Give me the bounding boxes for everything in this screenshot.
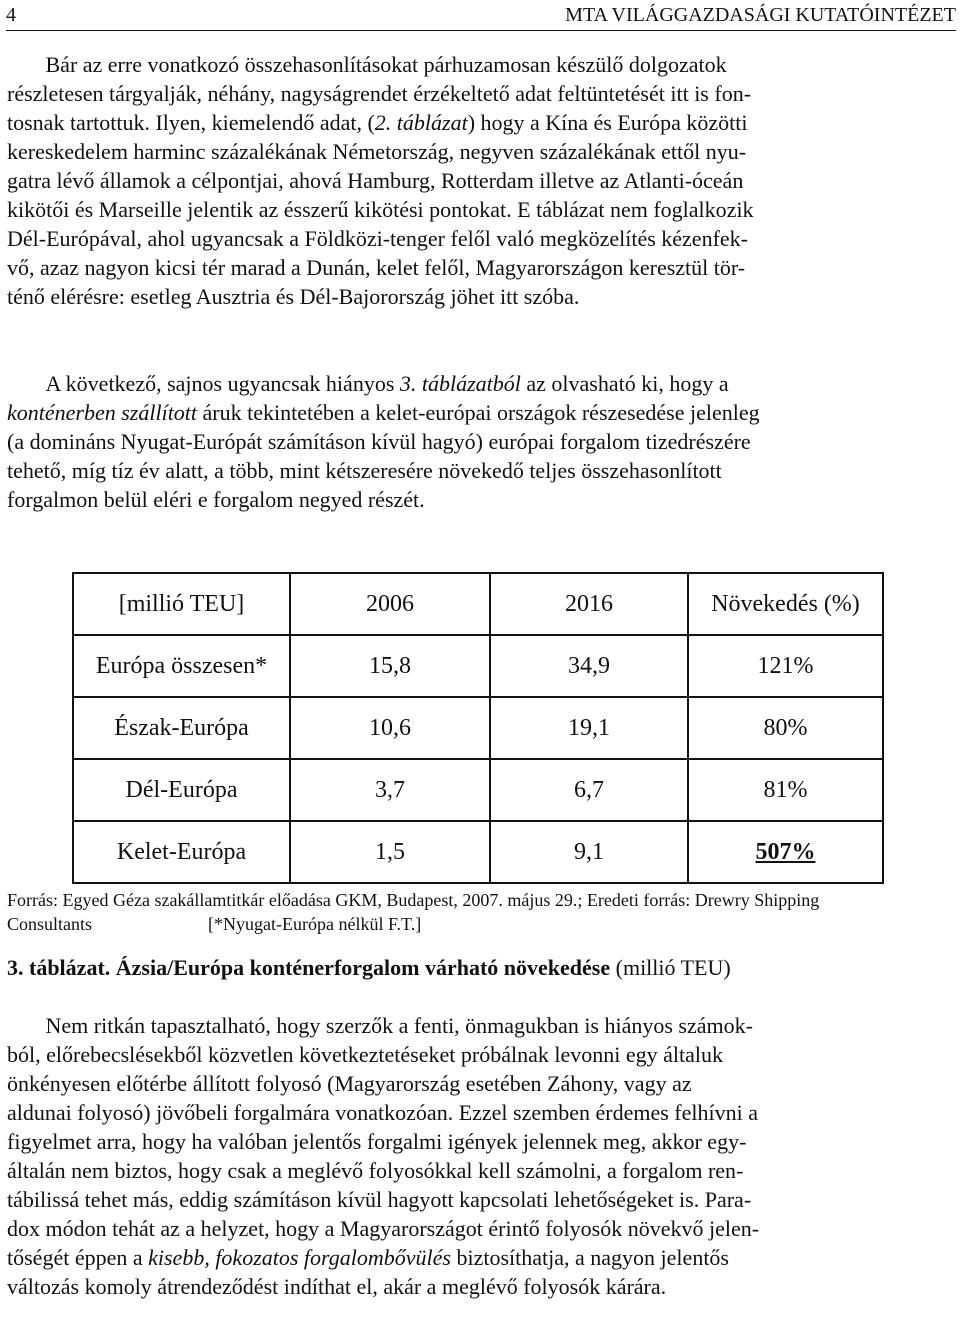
page-header bbox=[6, 0, 956, 31]
table-caption bbox=[7, 953, 957, 983]
text-line: (a domináns Nyugat-Európát számításon kívül hagyó) európai forgalom tizedrészére bbox=[7, 429, 751, 454]
text-line: tehető, míg tíz év alatt, a több, mint kétszeresére növekedő teljes összehasonlított bbox=[7, 458, 722, 483]
table-cell: 10,6 bbox=[290, 697, 490, 759]
institute-name: MTA VILÁGGAZDASÁGI KUTATÓINTÉZET bbox=[565, 4, 956, 26]
table-header-cell: Növekedés (%) bbox=[688, 573, 883, 635]
table-header-cell: 2006 bbox=[290, 573, 490, 635]
table-header-row bbox=[73, 573, 883, 635]
table-header-cell: [millió TEU] bbox=[73, 573, 290, 635]
text-line: dox módon tehát az a helyzet, hogy a Magyarországot érintő folyosók növekvő jelen- bbox=[7, 1216, 760, 1241]
text-line: konténerben szállított áruk tekintetében a kelet-európai országok részesedése jelenleg bbox=[7, 400, 760, 425]
text-line: Dél-Európával, ahol ugyancsak a Földközi-tenger felől való megközelítés kézenfek- bbox=[7, 226, 748, 251]
caption-unit: (millió TEU) bbox=[610, 955, 731, 980]
text-line: Nem ritkán tapasztalható, hogy szerzők a fenti, önmagukban is hiányos számok- bbox=[45, 1013, 753, 1038]
table-cell-highlighted bbox=[688, 821, 883, 883]
text-line: változás komoly átrendeződést indíthat el, akár a meglévő folyosók kárára. bbox=[7, 1274, 667, 1299]
source-line: Consultants [*Nyugat-Európa nélkül F.T.] bbox=[7, 914, 422, 934]
table-cell: 121% bbox=[688, 635, 883, 697]
text-line: Bár az erre vonatkozó összehasonlításokat párhuzamosan készülő dolgozatok bbox=[45, 52, 727, 77]
page-number: 4 bbox=[6, 4, 16, 26]
text-line: aldunai folyosó) jövőbeli forgalmára vonatkozóan. Ezzel szemben érdemes felhívni a bbox=[7, 1100, 758, 1125]
text-line: általán nem biztos, hogy csak a meglévő folyosókkal kell számolni, a forgalom ren- bbox=[7, 1158, 744, 1183]
text-line: A következő, sajnos ugyancsak hiányos 3. táblázatból az olvasható ki, hogy a bbox=[45, 371, 729, 396]
highlighted-value: 507% bbox=[755, 838, 816, 865]
table-reference: 2. táblázat bbox=[374, 110, 468, 135]
text-line: önkényesen előtérbe állított folyosó (Magyarország esetében Záhony, vagy az bbox=[7, 1071, 692, 1096]
text-line: tőségét éppen a kisebb, fokozatos forgalombővülés biztosíthatja, a nagyon jelentős bbox=[7, 1245, 729, 1270]
paragraph-conclusion bbox=[7, 1011, 955, 1301]
paragraph-table-intro bbox=[7, 369, 955, 514]
table-row bbox=[73, 821, 883, 883]
caption-title: 3. táblázat. Ázsia/Európa konténerforgalom várható növekedése bbox=[7, 955, 611, 980]
table-header-cell: 2016 bbox=[490, 573, 688, 635]
text-line: kereskedelem harminc százalékának Németország, negyven százalékának ettől nyu- bbox=[7, 139, 747, 164]
text-line: tábilissá tehet más, eddig számításon kívül hagyott kapcsolati lehetőségeket is. Para- bbox=[7, 1187, 752, 1212]
table-row bbox=[73, 697, 883, 759]
table-cell: 3,7 bbox=[290, 759, 490, 821]
table-source-note bbox=[7, 888, 957, 936]
emphasis-text: konténerben szállított bbox=[7, 400, 198, 425]
table-row bbox=[73, 635, 883, 697]
table-reference: 3. táblázatból bbox=[399, 371, 521, 396]
text-line: figyelmet arra, hogy ha valóban jelentős forgalmi igények jelennek meg, akkor egy- bbox=[7, 1129, 747, 1154]
table-cell: 6,7 bbox=[490, 759, 688, 821]
table-cell: 15,8 bbox=[290, 635, 490, 697]
text-line: vő, azaz nagyon kicsi tér marad a Dunán, kelet felől, Magyarországon keresztül tör- bbox=[7, 255, 746, 280]
text-line: forgalmon belül eléri e forgalom negyed részét. bbox=[7, 487, 425, 512]
table-cell: 81% bbox=[688, 759, 883, 821]
text-line: részletesen tárgyalják, néhány, nagyságrendet érzékeltető adat feltüntetését itt is fon- bbox=[7, 81, 752, 106]
data-table-container bbox=[72, 572, 884, 884]
paragraph-intro bbox=[7, 50, 955, 311]
table-cell: 34,9 bbox=[490, 635, 688, 697]
container-traffic-table bbox=[72, 572, 884, 884]
text-line: gatra lévő államok a célpontjai, ahová Hamburg, Rotterdam illetve az Atlanti-óceán bbox=[7, 168, 744, 193]
source-line: Forrás: Egyed Géza szakállamtitkár előadása GKM, Budapest, 2007. május 29.; Eredeti forrás: Drewry Shipping bbox=[7, 890, 820, 910]
table-cell: Kelet-Európa bbox=[73, 821, 290, 883]
text-line: kikötői és Marseille jelentik az ésszerű kikötési pontokat. E táblázat nem foglalkozik bbox=[7, 197, 754, 222]
text-line: tosnak tartottuk. Ilyen, kiemelendő adat, (2. táblázat) hogy a Kína és Európa közötti bbox=[7, 110, 748, 135]
table-cell: Észak-Európa bbox=[73, 697, 290, 759]
emphasis-text: kisebb, fokozatos forgalombővülés bbox=[148, 1245, 451, 1270]
text-line: ténő elérésre: esetleg Ausztria és Dél-Bajorország jöhet itt szóba. bbox=[7, 284, 580, 309]
table-cell: 1,5 bbox=[290, 821, 490, 883]
text-line: ból, előrebecslésekből közvetlen következtetéseket próbálnak levonni egy általuk bbox=[7, 1042, 723, 1067]
table-cell: 80% bbox=[688, 697, 883, 759]
table-cell: Dél-Európa bbox=[73, 759, 290, 821]
table-cell: Európa összesen* bbox=[73, 635, 290, 697]
table-cell: 19,1 bbox=[490, 697, 688, 759]
table-row bbox=[73, 759, 883, 821]
table-cell: 9,1 bbox=[490, 821, 688, 883]
